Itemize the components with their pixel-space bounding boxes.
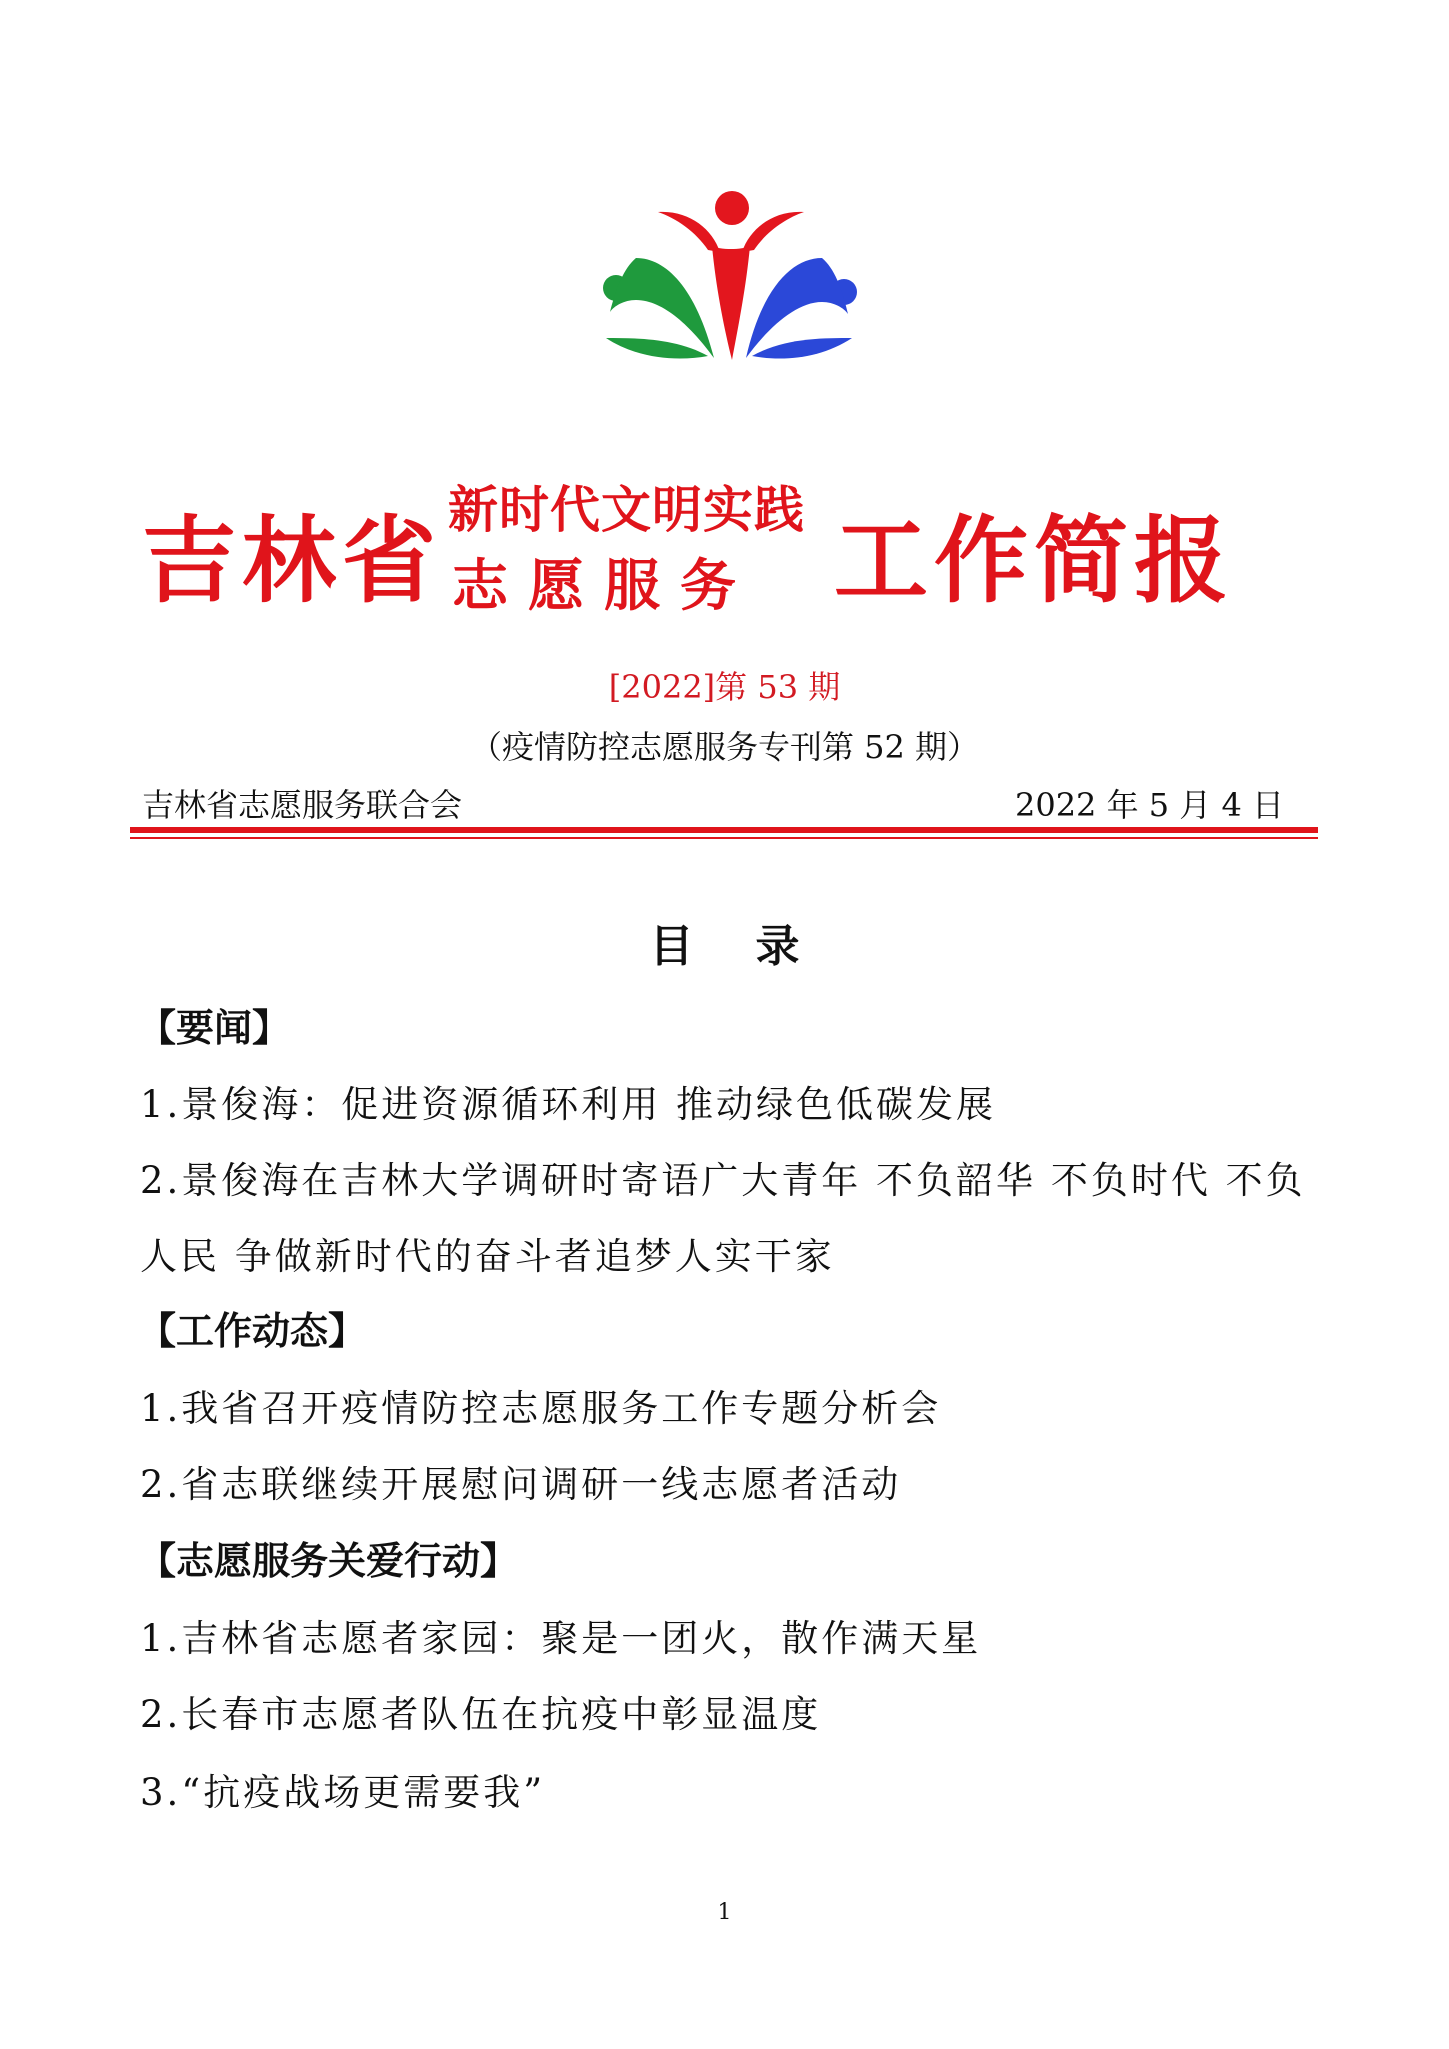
toc-item: 1.吉林省志愿者家园：聚是一团火，散作满天星 <box>140 1617 982 1660</box>
toc-item: 2.省志联继续开展慰问调研一线志愿者活动 <box>140 1463 902 1506</box>
masthead-title: 工作简报 <box>834 507 1235 616</box>
toc-section-heading: 【志愿服务关爱行动】 <box>138 1539 519 1583</box>
header-divider-thick <box>130 827 1318 833</box>
toc-title: 目录 <box>649 921 862 972</box>
masthead-subtitle-bottom: 志愿服务 <box>452 554 756 619</box>
toc-section-heading: 【工作动态】 <box>138 1309 367 1353</box>
volunteer-emblem-icon <box>596 188 862 366</box>
header-divider-thin <box>130 837 1318 839</box>
page-number: 1 <box>717 1900 732 1925</box>
publish-date: 2022 年 5 月 4 日 <box>1014 786 1284 824</box>
special-issue: （疫情防控志愿服务专刊第 52 期） <box>469 728 980 766</box>
toc-item: 3.“抗疫战场更需要我” <box>140 1771 546 1814</box>
toc-item: 2.景俊海在吉林大学调研时寄语广大青年 不负韶华 不负时代 不负 <box>140 1159 1306 1202</box>
masthead-province: 吉林省 <box>142 507 443 616</box>
toc-section-heading: 【要闻】 <box>138 1006 291 1050</box>
masthead-subtitle-top: 新时代文明实践 <box>448 481 805 539</box>
publisher: 吉林省志愿服务联合会 <box>142 786 463 824</box>
issue-number: [2022]第 53 期 <box>608 668 841 706</box>
toc-item-continuation: 人民 争做新时代的奋斗者追梦人实干家 <box>140 1235 835 1278</box>
toc-item: 1.我省召开疫情防控志愿服务工作专题分析会 <box>140 1387 942 1430</box>
toc-item: 1.景俊海：促进资源循环利用 推动绿色低碳发展 <box>140 1083 997 1126</box>
toc-item: 2.长春市志愿者队伍在抗疫中彰显温度 <box>140 1693 822 1736</box>
